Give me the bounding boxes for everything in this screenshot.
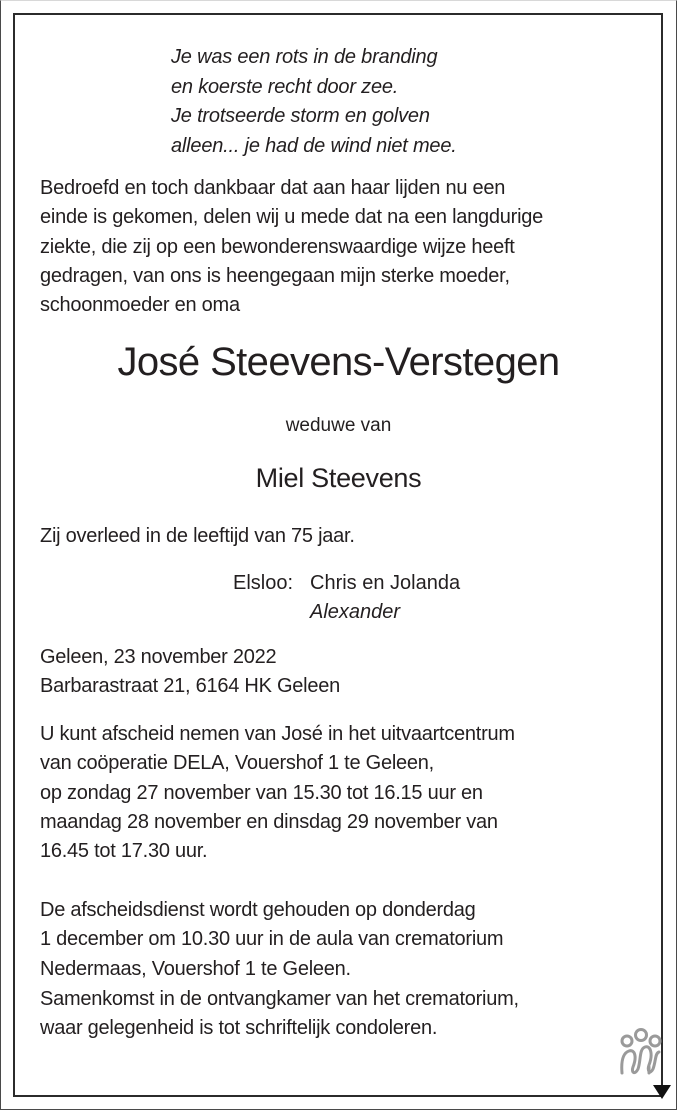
family-member-grandchild: Alexander	[310, 601, 401, 623]
poem-line: alleen... je had de wind niet mee.	[171, 134, 457, 157]
viewing-paragraph	[40, 720, 515, 866]
poem-line: Je was een rots in de branding	[171, 46, 438, 68]
poem-line: en koerste recht door zee.	[171, 75, 399, 98]
intro-line: Bedroefd en toch dankbaar dat aan haar lijden nu een	[40, 177, 506, 199]
spouse-name: Miel Steevens	[255, 463, 422, 493]
viewing-line: van coöperatie DELA, Vouershof 1 te Geleen,	[40, 752, 434, 775]
intro-line: ziekte, die zij op een bewonderenswaardige wijze heeft	[40, 235, 515, 258]
intro-paragraph	[40, 174, 543, 320]
relation-label: weduwe van	[285, 415, 392, 436]
gathering-paragraph	[40, 985, 519, 1044]
family-member: Chris en Jolanda	[310, 572, 461, 594]
service-line: Nedermaas, Vouershof 1 te Geleen.	[40, 957, 351, 980]
age-statement	[40, 522, 355, 551]
viewing-line: U kunt afscheid nemen van José in het uitvaartcentrum	[40, 723, 515, 745]
address-block	[40, 643, 340, 702]
intro-line: gedragen, van ons is heengegaan mijn sterke moeder,	[40, 264, 510, 287]
viewing-line: op zondag 27 november van 15.30 tot 16.15 uur en	[40, 781, 483, 804]
intro-line: einde is gekomen, delen wij u mede dat na een langdurige	[40, 206, 544, 229]
service-line: De afscheidsdienst wordt gehouden op donderdag	[40, 899, 476, 921]
age-text: Zij overleed in de leeftijd van 75 jaar.	[40, 525, 355, 547]
intro-line: schoonmoeder en oma	[40, 294, 240, 317]
poem-line: Je trotseerde storm en golven	[171, 105, 430, 127]
service-paragraph	[40, 896, 503, 984]
gathering-line: Samenkomst in de ontvangkamer van het crematorium,	[40, 988, 519, 1010]
family-members	[310, 569, 460, 627]
gathering-line: waar gelegenheid is tot schriftelijk condoleren.	[40, 1017, 438, 1040]
viewing-line: maandag 28 november en dinsdag 29 november van	[40, 810, 498, 833]
people-group-icon	[619, 1027, 663, 1077]
service-line: 1 december om 10.30 uur in de aula van crematorium	[40, 928, 504, 951]
family-place: Elsloo:	[233, 572, 294, 594]
poem	[171, 43, 457, 161]
deceased-name: José Steevens-Verstegen	[117, 340, 560, 384]
triangle-down-icon	[653, 1085, 671, 1099]
address-line: Geleen, 23 november 2022	[40, 646, 277, 668]
address-line: Barbarastraat 21, 6164 HK Geleen	[40, 675, 340, 698]
viewing-line: 16.45 tot 17.30 uur.	[40, 840, 208, 863]
